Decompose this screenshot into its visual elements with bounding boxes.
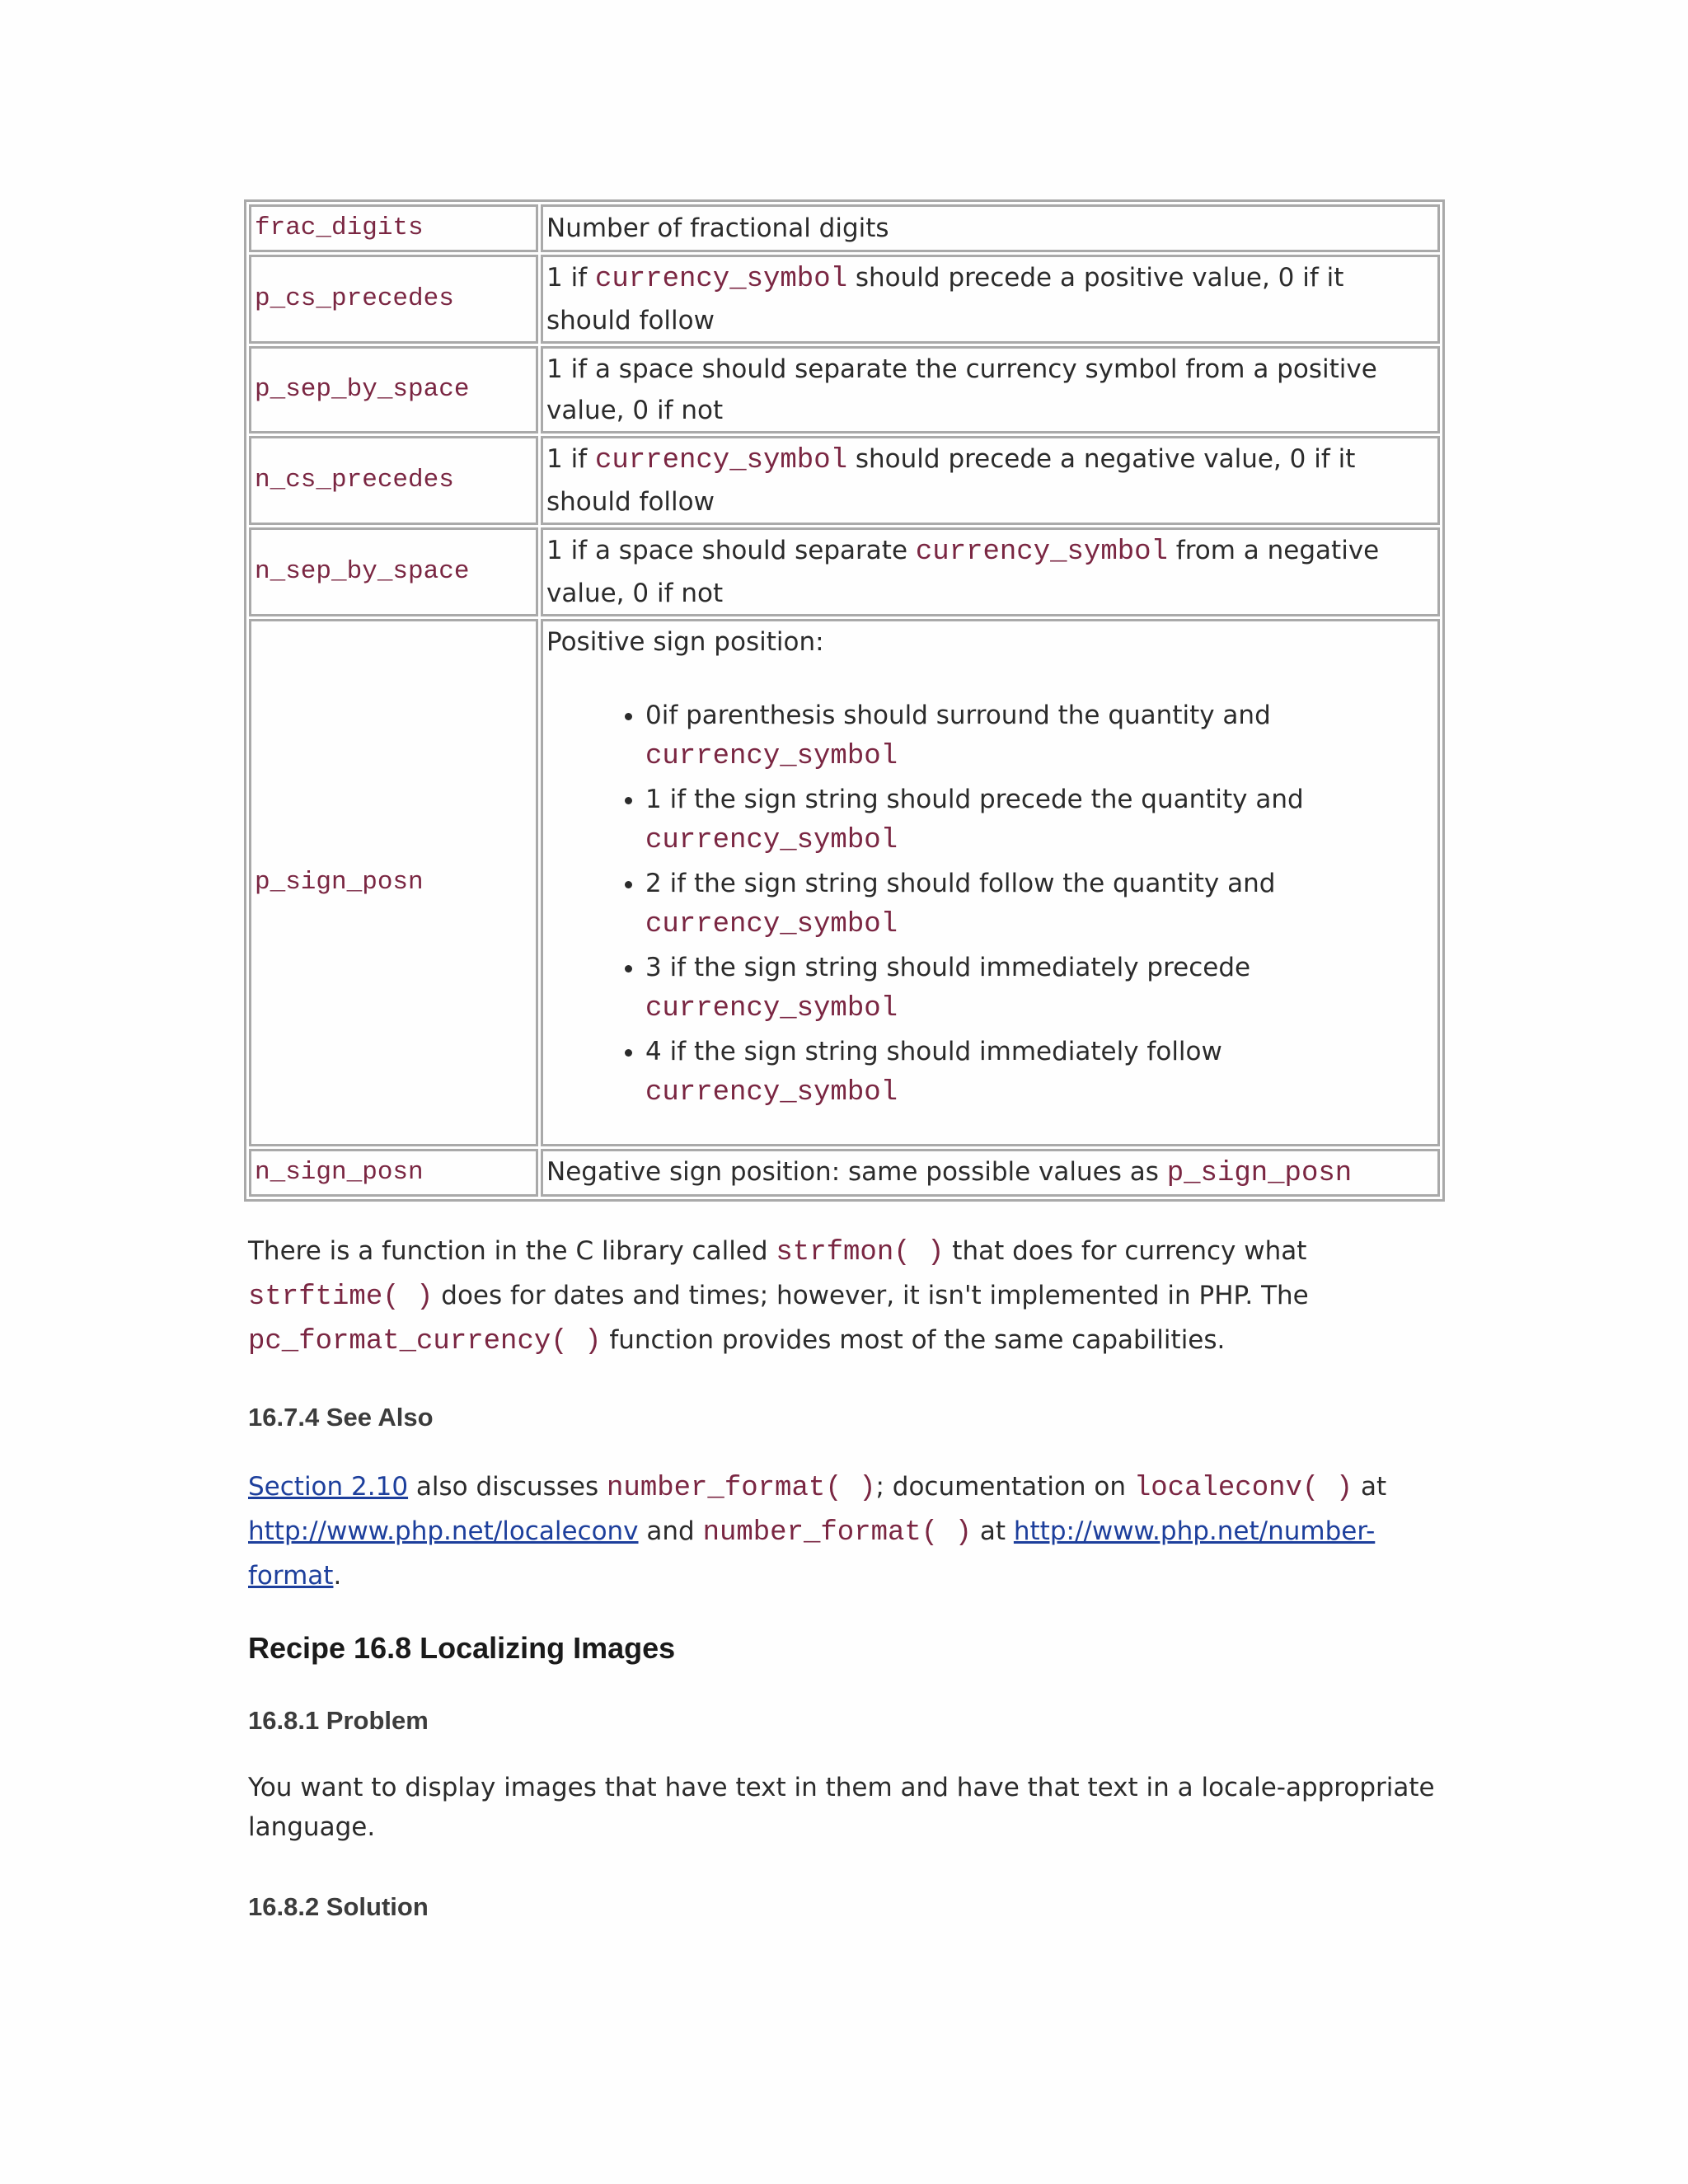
inline-code: strfmon( )	[776, 1237, 945, 1268]
param-name: p_sign_posn	[249, 619, 538, 1146]
param-description: 1 if currency_symbol should precede a positive value, 0 if it should follow	[541, 255, 1440, 344]
section-heading: 16.7.4 See Also	[248, 1403, 434, 1432]
table-row	[249, 346, 1440, 434]
param-name: p_sep_by_space	[249, 346, 538, 434]
param-description: 1 if a space should separate the currency symbol from a positive value, 0 if not	[541, 346, 1440, 434]
param-name: frac_digits	[249, 204, 538, 252]
table-row	[249, 255, 1440, 344]
table-row	[249, 1149, 1440, 1197]
table-row	[249, 204, 1440, 252]
number-format-link[interactable]: http://www.php.net/number-	[1013, 1516, 1376, 1546]
inline-code: pc_format_currency( )	[248, 1326, 602, 1357]
problem-paragraph: You want to display images that have text in them and have that text in a locale-appropriate language.	[248, 1773, 1435, 1842]
param-name: n_cs_precedes	[249, 436, 538, 525]
param-description: 1 if currency_symbol should precede a negative value, 0 if it should follow	[541, 436, 1440, 525]
param-description: Number of fractional digits	[541, 204, 1440, 252]
section-heading: 16.8.2 Solution	[248, 1892, 429, 1921]
list-item: • 3 if the sign string should immediately precede currency_symbol	[645, 948, 1434, 1029]
table-row	[249, 527, 1440, 616]
list-item: • 4 if the sign string should immediately follow currency_symbol	[645, 1032, 1434, 1113]
inline-code: localeconv( )	[1133, 1473, 1353, 1504]
table-row	[249, 619, 1440, 1146]
section-link[interactable]: Section 2.10	[248, 1472, 409, 1502]
table-row	[249, 436, 1440, 525]
param-description: Negative sign position: same possible values as p_sign_posn	[541, 1149, 1440, 1197]
inline-code: number_format( )	[607, 1473, 876, 1504]
number-format-link-continued[interactable]: format	[248, 1561, 334, 1591]
recipe-title: Recipe 16.8 Localizing Images	[248, 1631, 676, 1665]
sign-position-list	[546, 696, 1434, 1113]
locale-parameters-table	[244, 199, 1445, 1202]
inline-code: number_format( )	[702, 1517, 973, 1549]
param-description	[541, 619, 1440, 1146]
body-paragraph: There is a function in the C library called strfmon( ) that does for currency what strftime( ) does for dates and times; however, it isn't implemented in PHP. The pc_format_currency( ) function provides most of the same capabilities.	[248, 1236, 1309, 1357]
list-item: • 2 if the sign string should follow the quantity and currency_symbol	[645, 864, 1434, 944]
list-item: • 0if parenthesis should surround the quantity and currency_symbol	[645, 696, 1434, 776]
list-item: • 1 if the sign string should precede the quantity and currency_symbol	[645, 780, 1434, 860]
section-heading: 16.8.1 Problem	[248, 1706, 429, 1735]
list-intro: Positive sign position:	[546, 627, 824, 657]
see-also-paragraph: Section 2.10 also discusses number_format( ); documentation on localeconv( ) at http://www.php.net/localeconv and number_format( ) at http://www.php.net/number- format.	[248, 1472, 1387, 1591]
inline-code: strftime( )	[248, 1282, 434, 1313]
param-name: p_cs_precedes	[249, 255, 538, 344]
param-name: n_sep_by_space	[249, 527, 538, 616]
param-name: n_sign_posn	[249, 1149, 538, 1197]
localeconv-link[interactable]: http://www.php.net/localeconv	[248, 1516, 639, 1546]
param-description: 1 if a space should separate currency_symbol from a negative value, 0 if not	[541, 527, 1440, 616]
